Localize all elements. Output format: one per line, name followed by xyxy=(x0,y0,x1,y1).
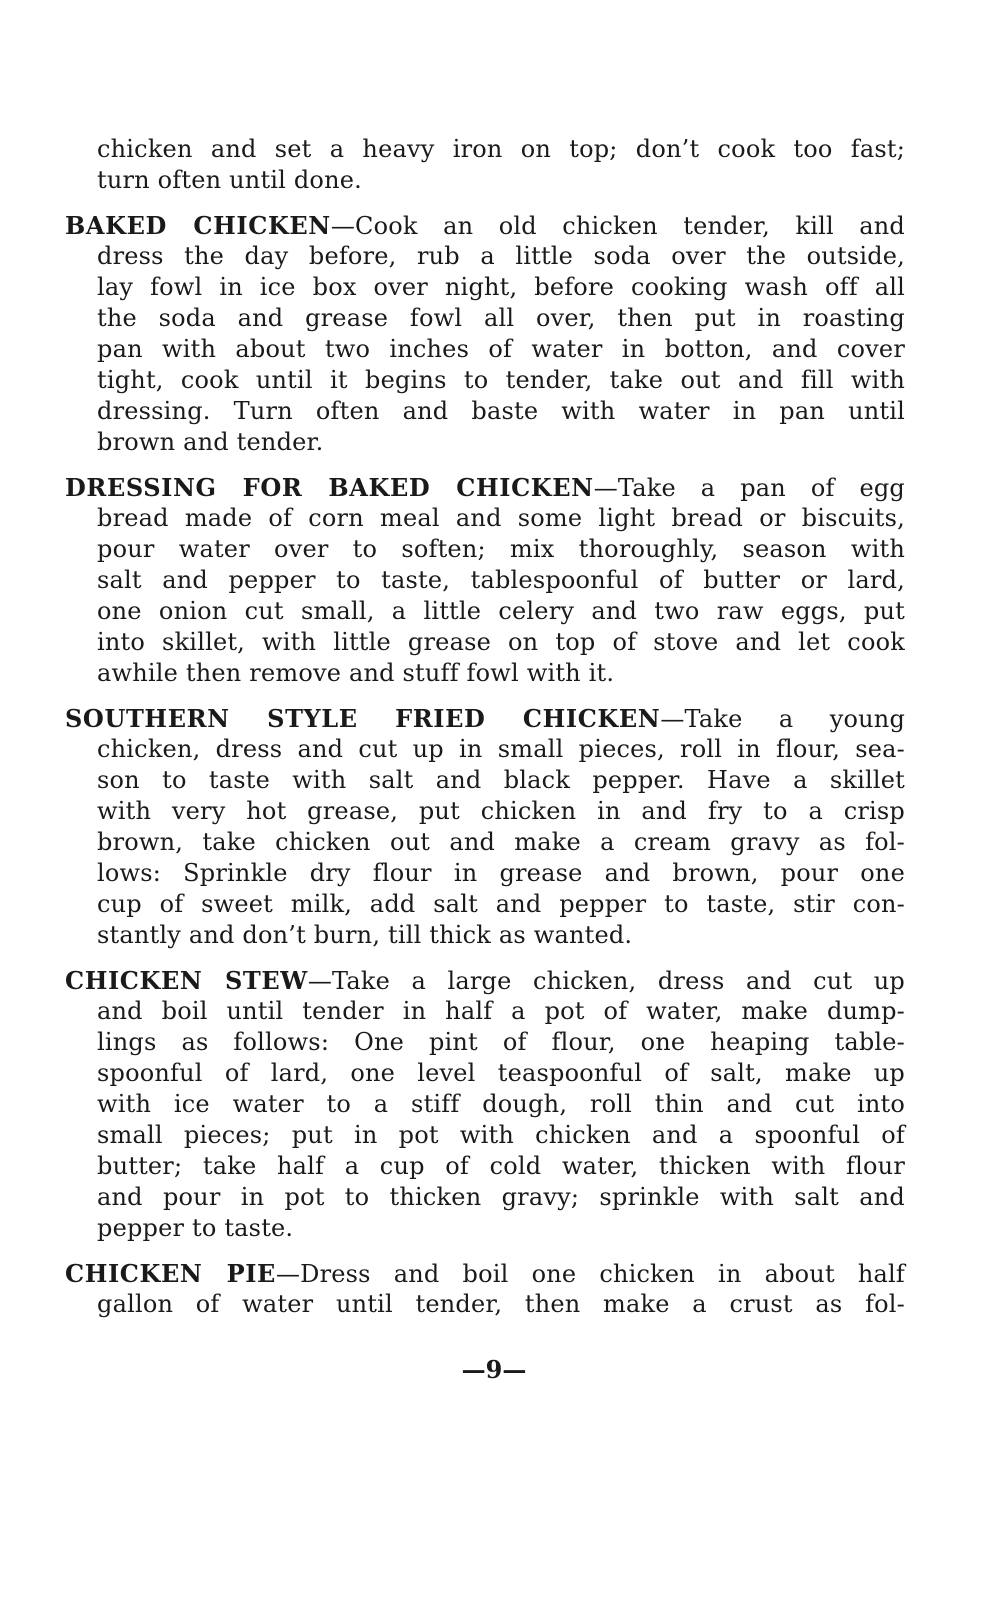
text-line: and boil until tender in half a pot of water, make dump- xyxy=(97,997,905,1025)
recipe-text-start: —Dress and boil one chicken in about half xyxy=(275,1260,905,1288)
continuation-paragraph xyxy=(65,134,905,196)
recipe-chicken-stew xyxy=(65,965,905,1244)
text-line: awhile then remove and stuff fowl with it. xyxy=(97,659,615,687)
text-line: small pieces; put in pot with chicken and a spoonful of xyxy=(97,1121,905,1149)
text-line: one onion cut small, a little celery and two raw eggs, put xyxy=(97,597,905,625)
text-line: spoonful of lard, one level teaspoonful of salt, make up xyxy=(97,1059,905,1087)
recipe-baked-chicken xyxy=(65,210,905,458)
recipe-text-start: —Take a pan of egg xyxy=(593,474,905,502)
text-line: brown and tender. xyxy=(97,428,324,456)
recipe-heading: DRESSING FOR BAKED CHICKEN xyxy=(65,473,594,502)
recipe-heading: SOUTHERN STYLE FRIED CHICKEN xyxy=(65,704,661,733)
recipe-text-start: —Cook an old chicken tender, kill and xyxy=(330,212,905,240)
text-line: dress the day before, rub a little soda over the outside, xyxy=(97,242,905,270)
text-line: lay fowl in ice box over night, before cooking wash off all xyxy=(97,273,905,301)
text-line: pepper to taste. xyxy=(97,1214,294,1242)
text-line: bread made of corn meal and some light bread or biscuits, xyxy=(97,504,905,532)
text-line: turn often until done. xyxy=(97,166,362,194)
text-line: with very hot grease, put chicken in and fry to a crisp xyxy=(97,797,905,825)
text-line: brown, take chicken out and make a cream gravy as fol- xyxy=(97,828,905,856)
recipe-dressing-for-baked-chicken xyxy=(65,472,905,689)
recipe-heading: CHICKEN STEW xyxy=(65,966,308,995)
text-line: pan with about two inches of water in botton, and cover xyxy=(97,335,905,363)
text-line: son to taste with salt and black pepper. Have a skillet xyxy=(97,766,905,794)
text-line: cup of sweet milk, add salt and pepper to taste, stir con- xyxy=(97,890,905,918)
recipe-first-line xyxy=(65,1258,905,1289)
recipe-first-line xyxy=(65,472,905,503)
page-number: —9— xyxy=(461,1355,527,1384)
recipe-text xyxy=(65,134,905,1320)
text-line: stantly and don’t burn, till thick as wanted. xyxy=(97,921,633,949)
text-line: chicken and set a heavy iron on top; don’t cook too fast; xyxy=(97,135,905,163)
text-line: the soda and grease fowl all over, then put in roasting xyxy=(97,304,905,332)
text-line: and pour in pot to thicken gravy; sprinkle with salt and xyxy=(97,1183,905,1211)
text-line: into skillet, with little grease on top of stove and let cook xyxy=(97,628,905,656)
text-line: butter; take half a cup of cold water, thicken with flour xyxy=(97,1152,905,1180)
recipe-text-start: —Take a young xyxy=(660,705,906,733)
recipe-text-start: —Take a large chicken, dress and cut up xyxy=(307,967,905,995)
text-line: gallon of water until tender, then make a crust as fol- xyxy=(97,1290,905,1318)
text-line: with ice water to a stiff dough, roll thin and cut into xyxy=(97,1090,905,1118)
recipe-heading: BAKED CHICKEN xyxy=(65,211,331,240)
recipe-first-line xyxy=(65,965,905,996)
text-line: pour water over to soften; mix thoroughly, season with xyxy=(97,535,905,563)
text-line: lows: Sprinkle dry flour in grease and brown, pour one xyxy=(97,859,905,887)
text-line: salt and pepper to taste, tablespoonful of butter or lard, xyxy=(97,566,905,594)
text-line: tight, cook until it begins to tender, take out and fill with xyxy=(97,366,905,394)
recipe-chicken-pie xyxy=(65,1258,905,1320)
text-line: lings as follows: One pint of flour, one heaping table- xyxy=(97,1028,905,1056)
recipe-southern-style-fried-chicken xyxy=(65,703,905,951)
recipe-first-line xyxy=(65,703,905,734)
text-line: dressing. Turn often and baste with water in pan until xyxy=(97,397,905,425)
recipe-first-line xyxy=(65,210,905,241)
recipe-heading: CHICKEN PIE xyxy=(65,1259,276,1288)
text-line: chicken, dress and cut up in small pieces, roll in flour, sea- xyxy=(97,735,905,763)
